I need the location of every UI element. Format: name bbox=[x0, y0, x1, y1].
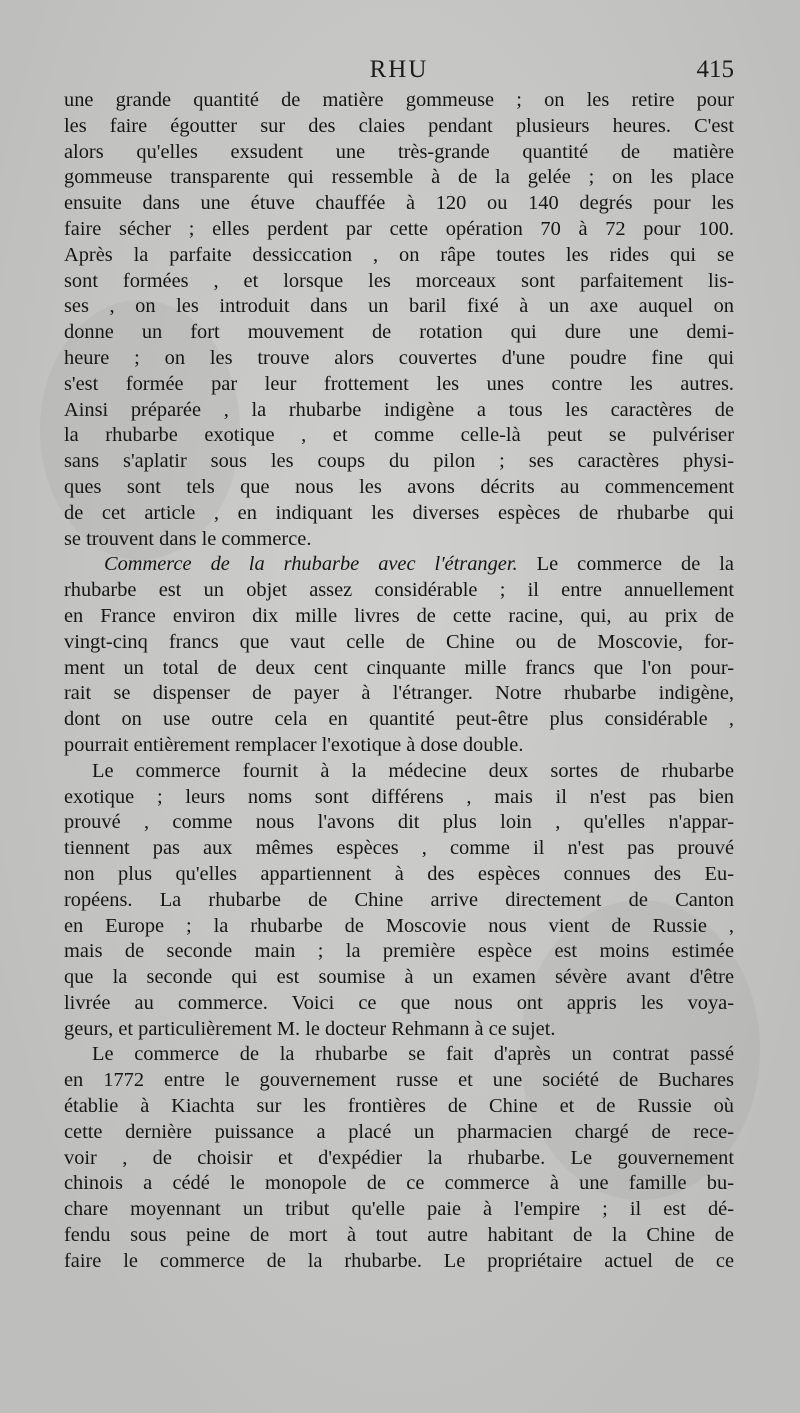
text-line: prouvé , comme nous l'avons dit plus loin , qu'elles n'appar- bbox=[64, 811, 734, 834]
text-line: ses , on les introduit dans un baril fixé à un axe auquel on bbox=[64, 295, 734, 318]
section-heading-line bbox=[64, 552, 734, 578]
text-line: dont on use outre cela en quantité peut-être plus considérable , bbox=[64, 708, 734, 731]
text-line: en France environ dix mille livres de cette racine, qui, au prix de bbox=[64, 604, 734, 627]
text-line: vingt-cinq francs que vaut celle de Chine ou de Moscovie, for- bbox=[64, 630, 734, 653]
text-line: sont formées , et lorsque les morceaux sont parfaitement lis- bbox=[64, 269, 734, 292]
text-line: pourrait entièrement remplacer l'exotique à dose double. bbox=[64, 733, 524, 756]
text-line: chinois a cédé le monopole de ce commerce à une famille bu- bbox=[64, 1172, 734, 1195]
text-line: gommeuse transparente qui ressemble à de la gelée ; on les place bbox=[64, 166, 734, 189]
text-line: en 1772 entre le gouvernement russe et une société de Buchares bbox=[64, 1069, 734, 1092]
text-line: rhubarbe est un objet assez considérable ; il entre annuellement bbox=[64, 579, 734, 602]
text-line: cette dernière puissance a placé un pharmacien chargé de rece- bbox=[64, 1120, 734, 1143]
body-text bbox=[64, 88, 734, 1275]
text-line: mais de seconde main ; la première espèce est moins estimée bbox=[64, 940, 734, 963]
text-line: heure ; on les trouve alors couvertes d'une poudre fine qui bbox=[64, 346, 734, 369]
text-line: s'est formée par leur frottement les unes contre les autres. bbox=[64, 372, 734, 395]
running-head bbox=[64, 56, 734, 88]
text-line: fendu sous peine de mort à tout autre habitant de la Chine de bbox=[64, 1224, 734, 1247]
running-head-title: RHU bbox=[369, 56, 429, 83]
text-line: une grande quantité de matière gommeuse ; on les retire pour bbox=[64, 89, 734, 111]
text-line: non plus qu'elles appartiennent à des espèces connues des Eu- bbox=[64, 862, 734, 885]
text-line: alors qu'elles exsudent une très-grande quantité de matière bbox=[64, 140, 734, 163]
text-line: donne un fort mouvement de rotation qui dure une demi- bbox=[64, 321, 734, 344]
text-line: ment un total de deux cent cinquante mille francs que l'on pour- bbox=[64, 656, 734, 679]
text-line: faire sécher ; elles perdent par cette opération 70 à 72 pour 100. bbox=[64, 217, 734, 240]
text-line: ensuite dans une étuve chauffée à 120 ou 140 degrés pour les bbox=[64, 192, 734, 215]
page-number: 415 bbox=[696, 56, 734, 83]
section-heading: Commerce de la rhubarbe avec l'étranger. bbox=[104, 553, 518, 576]
text-line: les faire égoutter sur des claies pendant plusieurs heures. C'est bbox=[64, 114, 734, 137]
text-line: de cet article , en indiquant les diverses espèces de rhubarbe qui bbox=[64, 501, 734, 524]
text-line: voir , de choisir et d'expédier la rhubarbe. Le gouvernement bbox=[64, 1146, 734, 1169]
text-line: Le commerce fournit à la médecine deux sortes de rhubarbe bbox=[92, 759, 734, 782]
text-line: en Europe ; la rhubarbe de Moscovie nous vient de Russie , bbox=[64, 914, 734, 937]
text-line: livrée au commerce. Voici ce que nous ont appris les voya- bbox=[64, 991, 734, 1014]
text-line: sans s'aplatir sous les coups du pilon ; ses caractères physi- bbox=[64, 450, 734, 473]
text-line-fragment: Le commerce de la bbox=[536, 553, 734, 576]
text-line: rait se dispenser de payer à l'étranger. Notre rhubarbe indigène, bbox=[64, 682, 734, 705]
text-line: se trouvent dans le commerce. bbox=[64, 527, 312, 550]
text-line: faire le commerce de la rhubarbe. Le propriétaire actuel de ce bbox=[64, 1249, 734, 1272]
text-line: que la seconde qui est soumise à un examen sévère avant d'être bbox=[64, 966, 734, 989]
text-line: établie à Kiachta sur les frontières de Chine et de Russie où bbox=[64, 1095, 734, 1118]
text-line: la rhubarbe exotique , et comme celle-là peut se pulvériser bbox=[64, 424, 734, 447]
text-line: Le commerce de la rhubarbe se fait d'après un contrat passé bbox=[92, 1043, 734, 1066]
text-line: exotique ; leurs noms sont différens , mais il n'est pas bien bbox=[64, 785, 734, 808]
text-line: chare moyennant un tribut qu'elle paie à l'empire ; il est dé- bbox=[64, 1198, 734, 1221]
text-line: Ainsi préparée , la rhubarbe indigène a tous les caractères de bbox=[64, 398, 734, 421]
text-line: tiennent pas aux mêmes espèces , comme il n'est pas prouvé bbox=[64, 837, 734, 860]
text-line: ques sont tels que nous les avons décrits au commencement bbox=[64, 475, 734, 498]
text-line: geurs, et particulièrement M. le docteur Rehmann à ce sujet. bbox=[64, 1017, 556, 1040]
text-line: Après la parfaite dessiccation , on râpe toutes les rides qui se bbox=[64, 243, 734, 266]
text-line: ropéens. La rhubarbe de Chine arrive directement de Canton bbox=[64, 888, 734, 911]
